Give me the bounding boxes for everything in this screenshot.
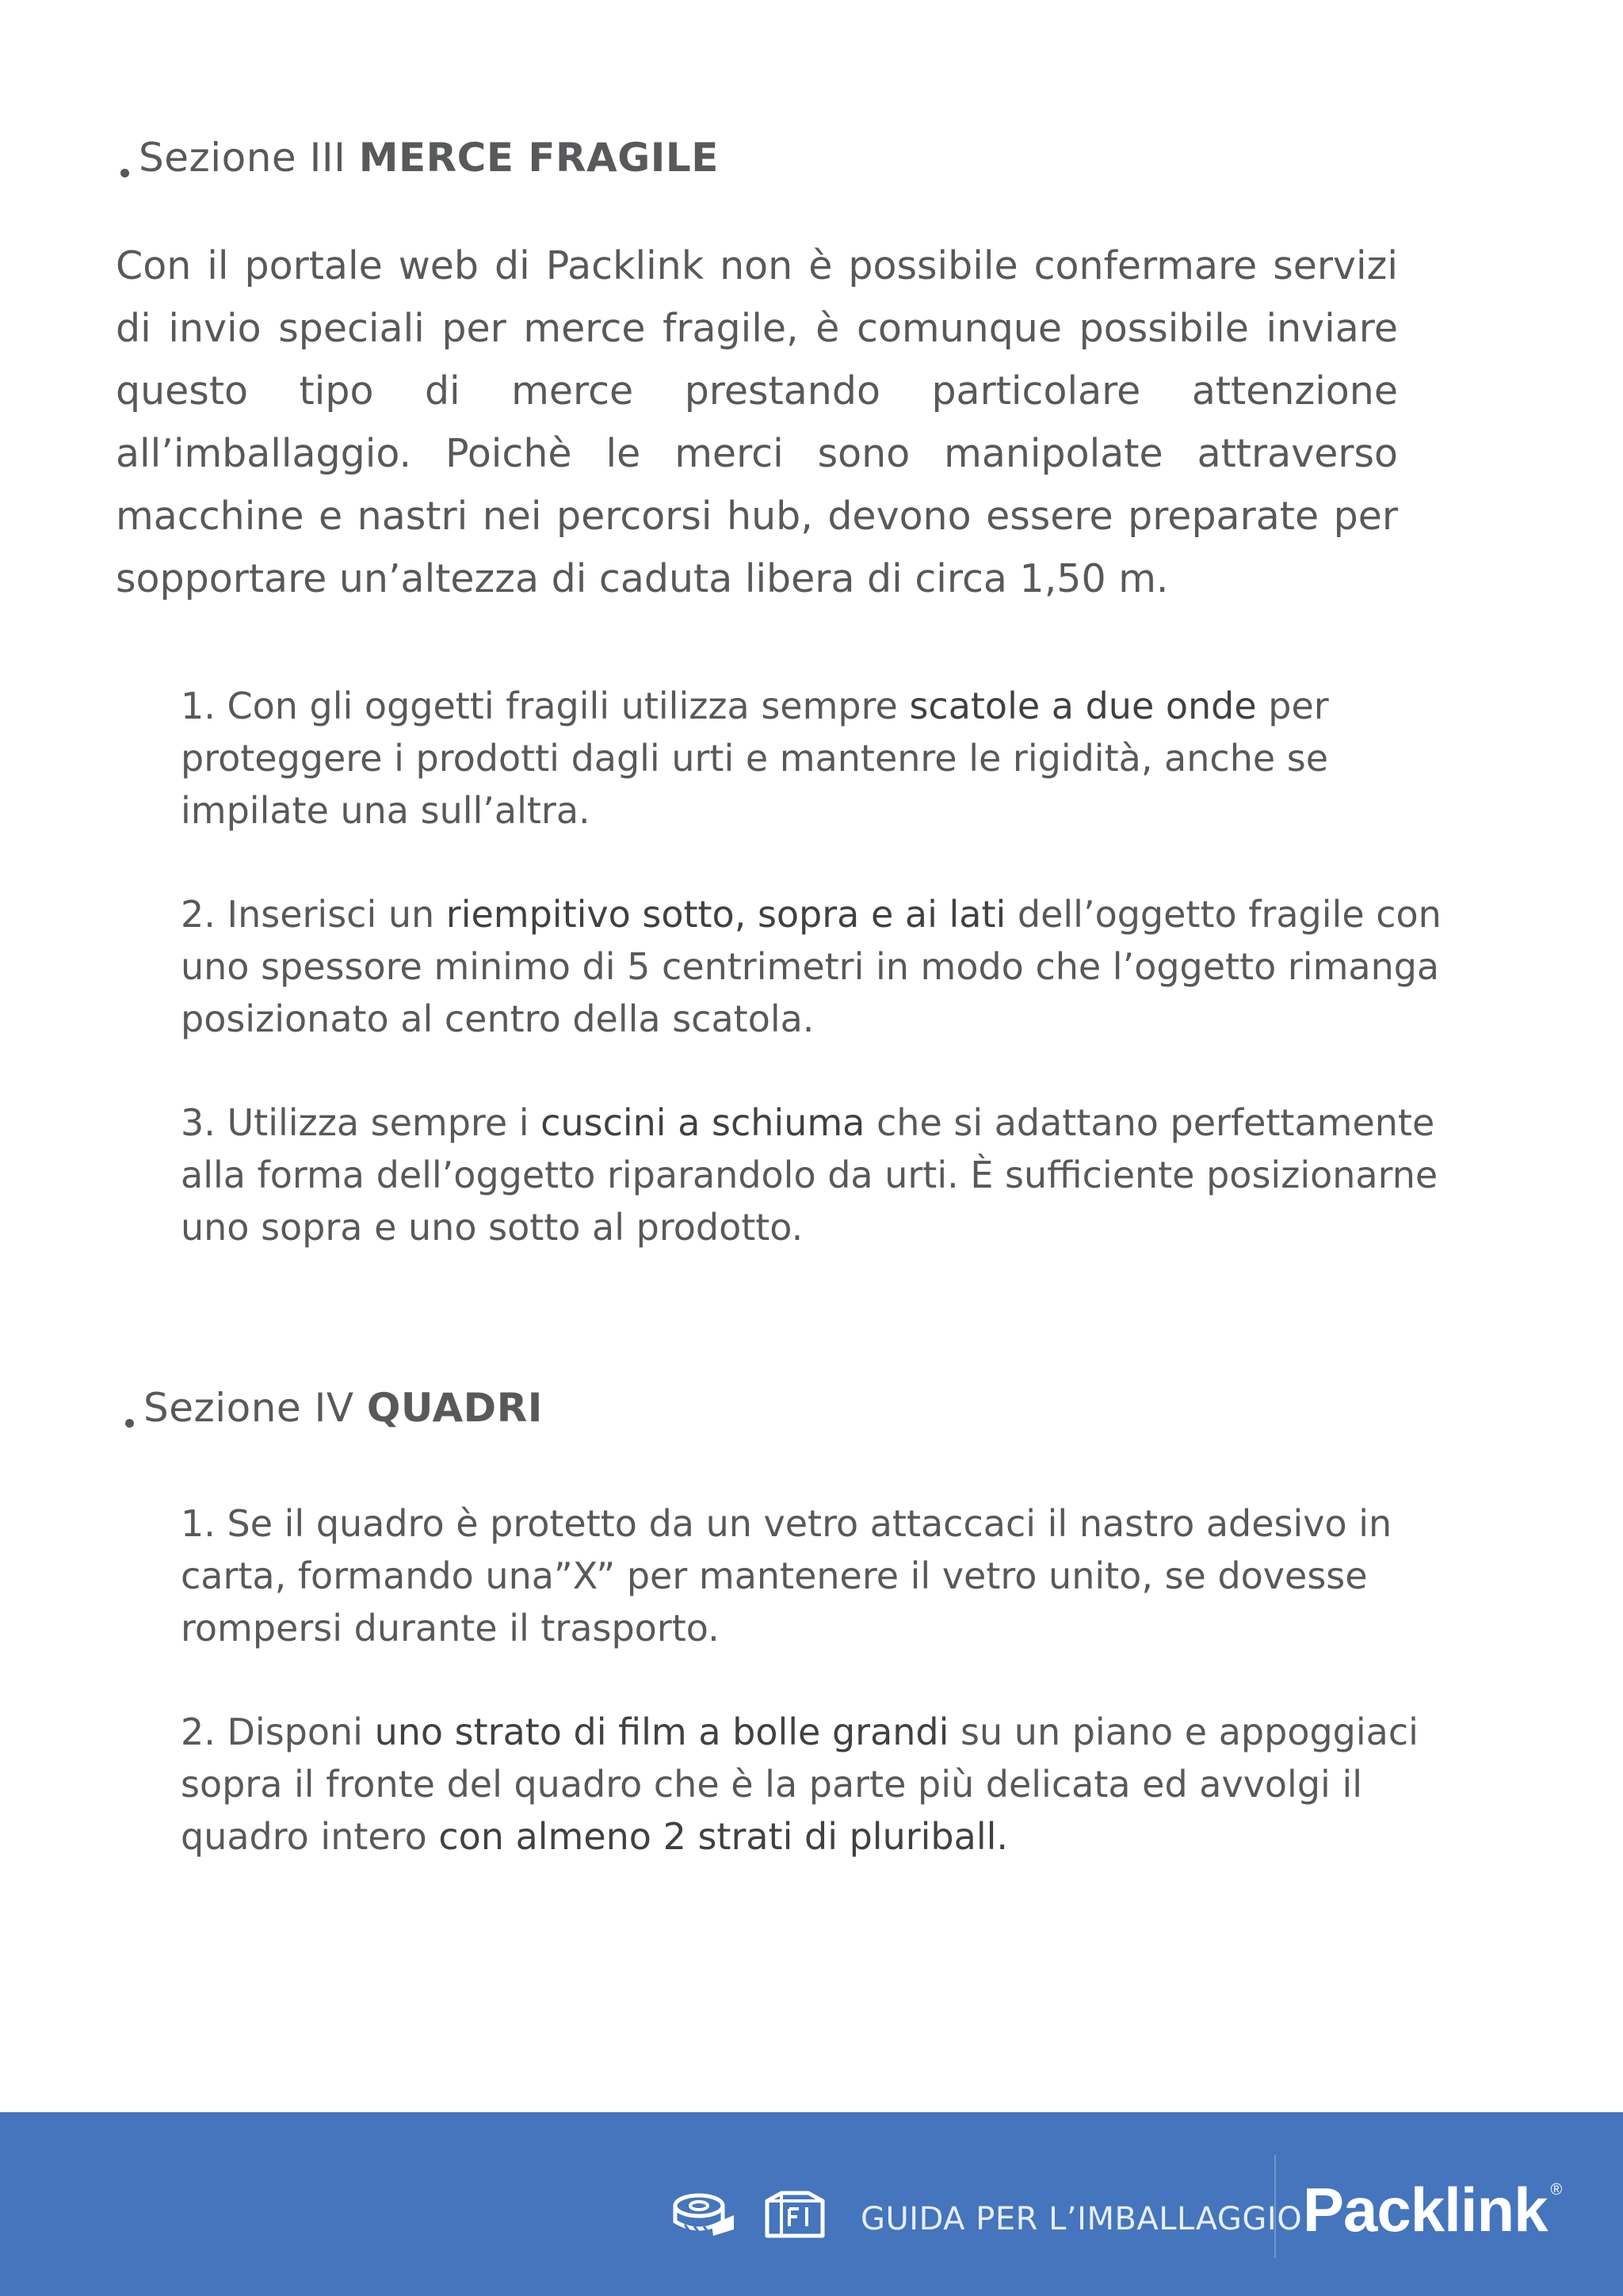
- box-icon: [762, 2190, 827, 2239]
- list-item: [181, 680, 1449, 837]
- list-item-text: 1. Se il quadro è protetto da un vetro attaccaci il nastro adesivo in carta, formando una”X” per mantenere il vetro unito, se dovesse rompersi durante il trasporto.: [181, 1502, 1392, 1650]
- list-item-highlight: con almeno 2 strati di pluriball.: [438, 1815, 1008, 1858]
- bullet-icon: [120, 169, 129, 177]
- footer-guide-label: GUIDA PER L’IMBALLAGGIO: [861, 2201, 1303, 2237]
- list-item: [181, 888, 1449, 1045]
- packlink-logo: [1303, 2174, 1561, 2246]
- list-item-text: su un piano e appoggiaci sopra il fronte del quadro che è la parte più delicata ed avvolgi il quadro intero: [181, 1711, 1419, 1858]
- section-3-list: [181, 680, 1449, 1305]
- bullet-icon: [125, 1419, 134, 1428]
- tape-icon: [672, 2190, 737, 2239]
- list-item-text: dell’oggetto fragile con uno spessore minimo di 5 centrimetri in modo che l’oggetto rimanga posizionato al centro della scatola.: [181, 893, 1442, 1040]
- list-item-highlight: riempitivo sotto, sopra e ai lati: [445, 893, 1006, 936]
- footer-bar: [0, 2112, 1623, 2296]
- list-item-text: 2. Inserisci un: [181, 893, 446, 936]
- footer-divider: [1274, 2155, 1276, 2258]
- list-item: [181, 1097, 1449, 1253]
- section-4-title: QUADRI: [366, 1385, 543, 1431]
- list-item-text: 1. Con gli oggetti fragili utilizza sempre: [181, 685, 910, 727]
- list-item-text: che si adattano perfettamente alla forma dell’oggetto riparandolo da urti. È sufficiente posizionarne uno sopra e uno sotto al prodotto.: [181, 1101, 1438, 1249]
- section-4-prefix: Sezione IV: [143, 1385, 367, 1431]
- list-item-highlight: uno strato di film a bolle grandi: [374, 1711, 949, 1753]
- section-3-heading: [120, 135, 719, 181]
- section-4-list: [181, 1497, 1449, 1914]
- list-item: [181, 1497, 1449, 1654]
- list-item-text: 3. Utilizza sempre i: [181, 1101, 541, 1144]
- list-item: [181, 1706, 1449, 1863]
- list-item-text: 2. Disponi: [181, 1711, 375, 1753]
- list-item-text: per proteggere i prodotti dagli urti e mantenre le rigidità, anche se impilate una sull’altra.: [181, 685, 1329, 832]
- section-3-intro: Con il portale web di Packlink non è possibile confermare servizi di invio speciali per merce fragile, è comunque possibile inviare questo tipo di merce prestando particolare attenzione all’imballaggio. Poichè le merci sono manipolate attraverso macchine e nastri nei percorsi hub, devono essere preparate per sopportare un’altezza di caduta libera di circa 1,50 m.: [116, 243, 1398, 601]
- section-3-prefix: Sezione III: [139, 135, 359, 181]
- brand-name: Packlink: [1303, 2175, 1548, 2245]
- registered-mark: ®: [1550, 2181, 1562, 2199]
- list-item-highlight: scatole a due onde: [909, 685, 1257, 727]
- list-item-highlight: cuscini a schiuma: [540, 1101, 865, 1144]
- section-3-title: MERCE FRAGILE: [358, 135, 719, 181]
- section-4-heading: [125, 1385, 543, 1431]
